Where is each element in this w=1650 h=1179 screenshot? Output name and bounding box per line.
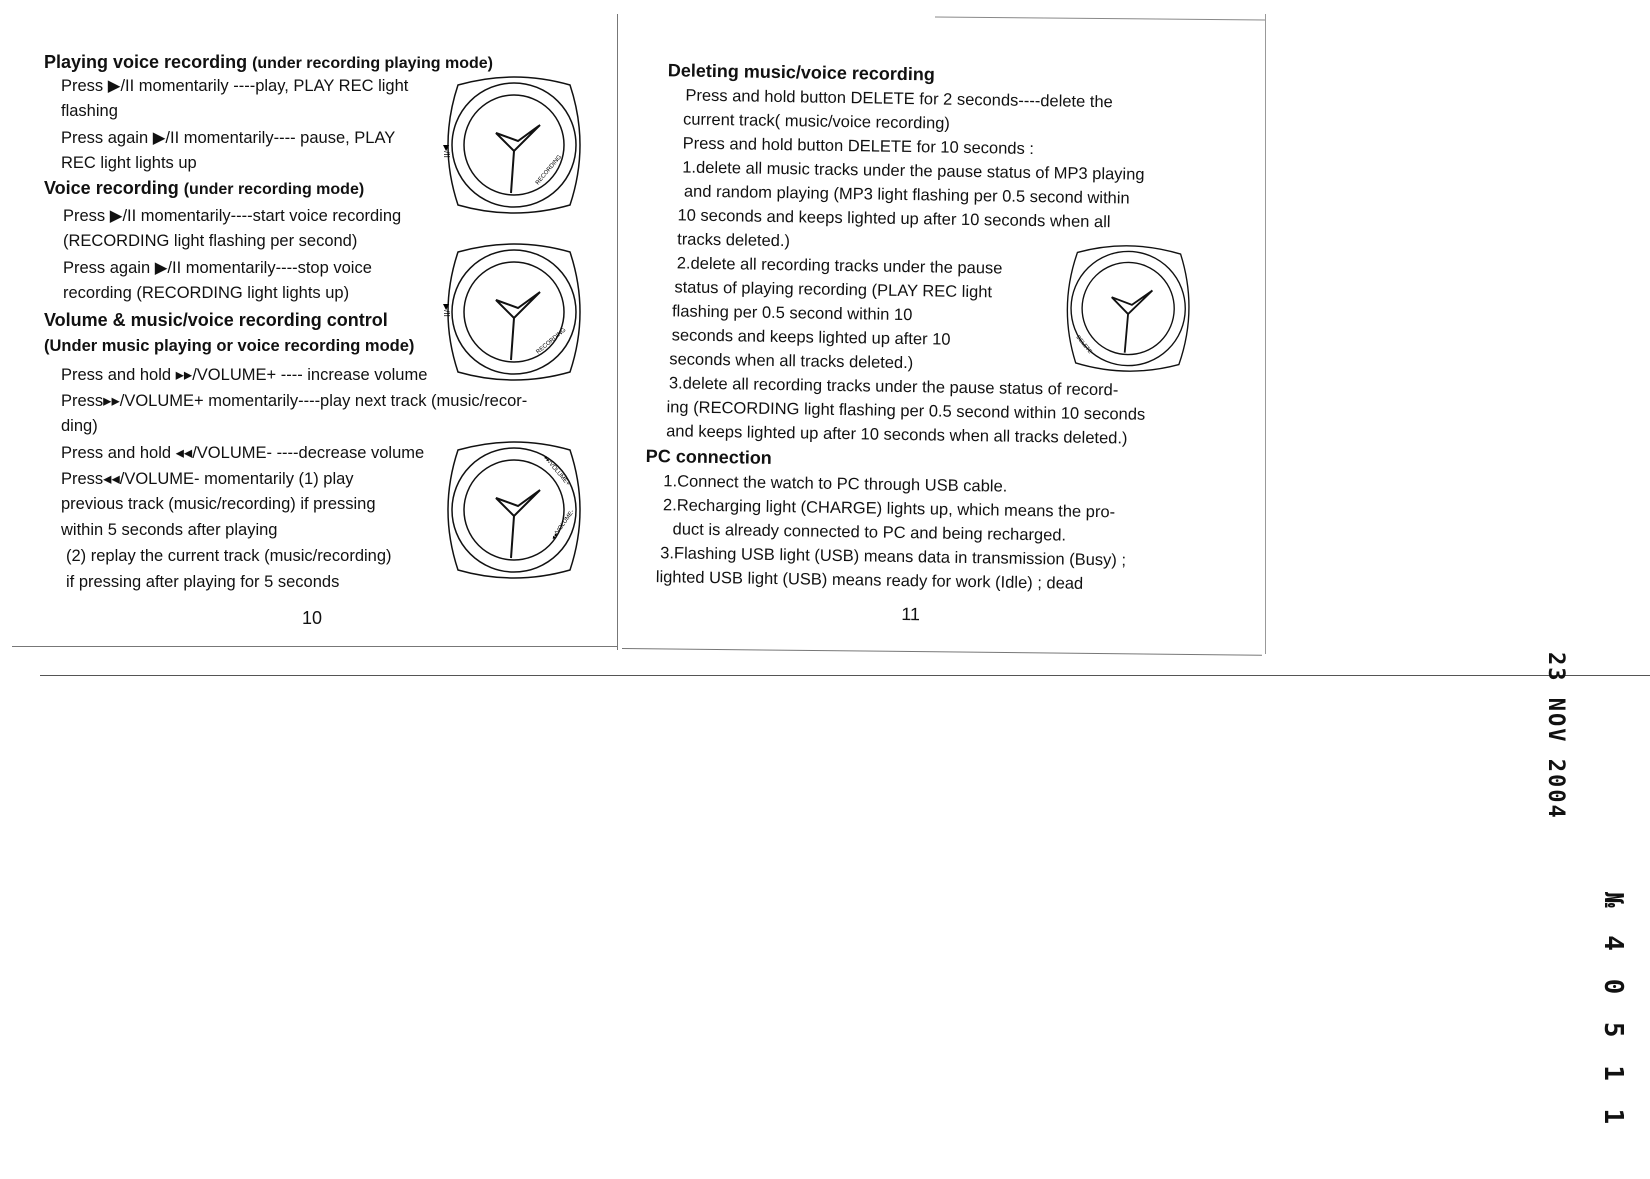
text-line: duct is already connected to PC and being recharged.	[672, 520, 1067, 545]
text-line: 2.delete all recording tracks under the pause	[676, 254, 1003, 278]
text-line: recording (RECORDING light lights up)	[63, 284, 350, 302]
date-stamp: 23 NOV 2004	[1543, 652, 1568, 820]
text-line: (2) replay the current track (music/recording)	[66, 547, 392, 565]
watch-illustration-play	[438, 75, 590, 215]
text-line: lighted USB light (USB) means ready for work (Idle) ; dead	[655, 568, 1084, 593]
text-line: seconds when all tracks deleted.)	[669, 350, 914, 373]
watch-label: ▶/II	[442, 145, 451, 158]
text-line: Press and hold ◂◂/VOLUME- ----decrease volume	[61, 444, 425, 462]
watch-label: DELETE	[1074, 334, 1093, 356]
text-line: Press ▶/II momentarily----start voice recording	[63, 207, 402, 225]
heading-pc-connection: PC connection	[645, 445, 772, 468]
text-line: Press again ▶/II momentarily---- pause, PLAY	[61, 129, 396, 147]
text-line: (RECORDING light flashing per second)	[63, 232, 358, 250]
text-line: Press◂◂/VOLUME- momentarily (1) play	[61, 470, 354, 488]
watch-label: ▸▸/VOLUME+	[542, 455, 571, 488]
page-number: 11	[901, 603, 921, 625]
text-line: 1.Connect the watch to PC through USB cable.	[663, 472, 1008, 496]
watch-illustration-delete	[1057, 241, 1199, 375]
scan-separator-line	[40, 675, 1650, 676]
heading-volume-control: Volume & music/voice recording control	[44, 310, 388, 330]
watch-label: ▶/II	[442, 304, 451, 317]
text-line: flashing	[61, 102, 118, 120]
text-line: previous track (music/recording) if pressing	[61, 495, 376, 513]
heading-volume-control-sub: (Under music playing or voice recording mode)	[44, 337, 415, 355]
text-line: 2.Recharging light (CHARGE) lights up, which means the pro-	[662, 496, 1116, 522]
text-line: ing (RECORDING light flashing per 0.5 second within 10 seconds	[666, 398, 1146, 424]
text-line: within 5 seconds after playing	[61, 521, 278, 539]
watch-label: RECORDING	[534, 154, 564, 187]
text-line: 3.Flashing USB light (USB) means data in transmission (Busy) ;	[660, 544, 1127, 570]
watch-label: ◂◂/VOLUME-	[550, 509, 576, 542]
text-line: Press again ▶/II momentarily----stop voice	[63, 259, 372, 277]
text-line: if pressing after playing for 5 seconds	[66, 573, 340, 591]
watch-illustration-volume	[438, 440, 590, 580]
text-line: and random playing (MP3 light flashing per 0.5 second within	[683, 182, 1130, 208]
text-line: 10 seconds and keeps lighted up after 10 seconds when all	[677, 206, 1111, 232]
text-line: seconds and keeps lighted up after 10	[671, 326, 951, 349]
text-line: 1.delete all music tracks under the pause status of MP3 playing	[682, 158, 1145, 184]
text-line: and keeps lighted up after 10 seconds when all tracks deleted.)	[666, 422, 1128, 448]
text-line: Press ▶/II momentarily ----play, PLAY REC light	[61, 77, 409, 95]
page-top-edge-right	[935, 17, 1265, 21]
text-line: Press and hold button DELETE for 10 seconds :	[682, 134, 1035, 159]
heading-playing-voice-recording: Playing voice recording (under recording playing mode)	[44, 52, 493, 72]
watch-illustration-record	[438, 242, 590, 382]
text-line: Press and hold button DELETE for 2 seconds----delete the	[685, 86, 1113, 112]
text-line: REC light lights up	[61, 154, 197, 172]
number-stamp: № 4 0 5 1 1	[1598, 892, 1628, 1131]
text-line: Press and hold ▸▸/VOLUME+ ---- increase volume	[61, 366, 428, 384]
page-number: 10	[302, 608, 323, 628]
heading-deleting: Deleting music/voice recording	[667, 60, 936, 85]
heading-voice-recording: Voice recording (under recording mode)	[44, 178, 365, 198]
text-line: status of playing recording (PLAY REC light	[674, 278, 993, 302]
text-line: 3.delete all recording tracks under the pause status of record-	[668, 374, 1119, 400]
text-line: tracks deleted.)	[677, 230, 791, 251]
text-line: flashing per 0.5 second within 10	[671, 302, 913, 325]
watch-label: RECORDING	[535, 327, 568, 356]
text-line: current track( music/voice recording)	[682, 110, 951, 133]
text-line: ding)	[61, 417, 98, 435]
text-line: Press▸▸/VOLUME+ momentarily----play next track (music/recor-	[61, 392, 528, 410]
right-page	[643, 60, 1272, 670]
